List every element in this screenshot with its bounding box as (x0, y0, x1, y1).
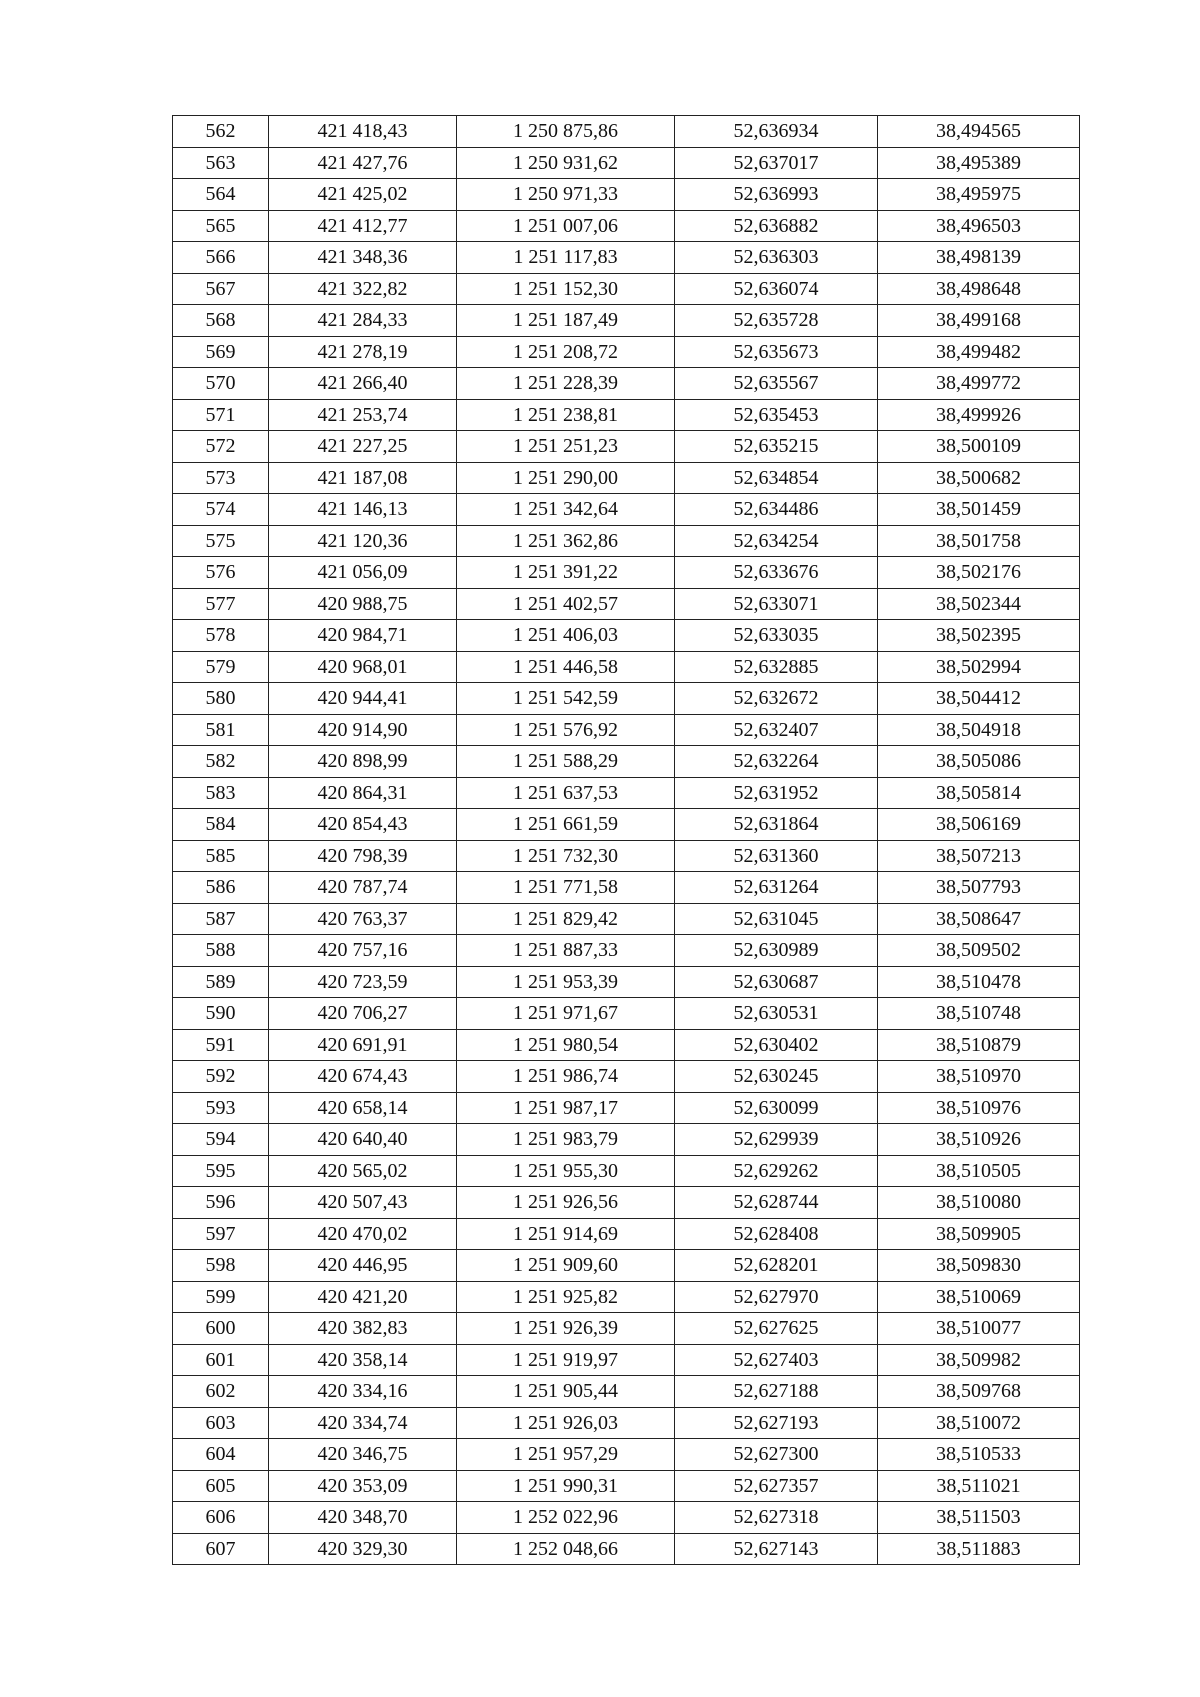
point-number-cell: 605 (173, 1470, 269, 1502)
latitude-cell: 52,634854 (675, 462, 878, 494)
longitude-cell: 38,511883 (878, 1533, 1080, 1565)
table-row (173, 1092, 1080, 1124)
longitude-cell: 38,510072 (878, 1407, 1080, 1439)
point-number-cell: 594 (173, 1124, 269, 1156)
table-row (173, 336, 1080, 368)
y-coordinate-cell: 1 251 342,64 (457, 494, 675, 526)
point-number-cell: 606 (173, 1502, 269, 1534)
longitude-cell: 38,502176 (878, 557, 1080, 589)
y-coordinate-cell: 1 251 446,58 (457, 651, 675, 683)
y-coordinate-cell: 1 251 925,82 (457, 1281, 675, 1313)
table-row (173, 368, 1080, 400)
latitude-cell: 52,632264 (675, 746, 878, 778)
longitude-cell: 38,499168 (878, 305, 1080, 337)
x-coordinate-cell: 420 348,70 (269, 1502, 457, 1534)
x-coordinate-cell: 421 253,74 (269, 399, 457, 431)
point-number-cell: 592 (173, 1061, 269, 1093)
longitude-cell: 38,509830 (878, 1250, 1080, 1282)
point-number-cell: 588 (173, 935, 269, 967)
latitude-cell: 52,633071 (675, 588, 878, 620)
table-row (173, 620, 1080, 652)
table-row (173, 935, 1080, 967)
y-coordinate-cell: 1 251 887,33 (457, 935, 675, 967)
longitude-cell: 38,500682 (878, 462, 1080, 494)
y-coordinate-cell: 1 251 238,81 (457, 399, 675, 431)
point-number-cell: 577 (173, 588, 269, 620)
longitude-cell: 38,509982 (878, 1344, 1080, 1376)
longitude-cell: 38,507213 (878, 840, 1080, 872)
x-coordinate-cell: 420 382,83 (269, 1313, 457, 1345)
point-number-cell: 580 (173, 683, 269, 715)
x-coordinate-cell: 421 322,82 (269, 273, 457, 305)
x-coordinate-cell: 420 446,95 (269, 1250, 457, 1282)
x-coordinate-cell: 420 470,02 (269, 1218, 457, 1250)
point-number-cell: 566 (173, 242, 269, 274)
y-coordinate-cell: 1 252 022,96 (457, 1502, 675, 1534)
y-coordinate-cell: 1 250 875,86 (457, 116, 675, 148)
x-coordinate-cell: 420 864,31 (269, 777, 457, 809)
latitude-cell: 52,630099 (675, 1092, 878, 1124)
point-number-cell: 602 (173, 1376, 269, 1408)
point-number-cell: 568 (173, 305, 269, 337)
latitude-cell: 52,635453 (675, 399, 878, 431)
x-coordinate-cell: 420 329,30 (269, 1533, 457, 1565)
y-coordinate-cell: 1 251 926,56 (457, 1187, 675, 1219)
x-coordinate-cell: 420 898,99 (269, 746, 457, 778)
longitude-cell: 38,498139 (878, 242, 1080, 274)
table-row (173, 1250, 1080, 1282)
y-coordinate-cell: 1 251 987,17 (457, 1092, 675, 1124)
longitude-cell: 38,510533 (878, 1439, 1080, 1471)
latitude-cell: 52,635673 (675, 336, 878, 368)
y-coordinate-cell: 1 251 187,49 (457, 305, 675, 337)
y-coordinate-cell: 1 250 931,62 (457, 147, 675, 179)
table-row (173, 588, 1080, 620)
y-coordinate-cell: 1 251 152,30 (457, 273, 675, 305)
y-coordinate-cell: 1 251 391,22 (457, 557, 675, 589)
point-number-cell: 576 (173, 557, 269, 589)
table-row (173, 1533, 1080, 1565)
point-number-cell: 596 (173, 1187, 269, 1219)
table-row (173, 1407, 1080, 1439)
y-coordinate-cell: 1 251 576,92 (457, 714, 675, 746)
x-coordinate-cell: 420 706,27 (269, 998, 457, 1030)
longitude-cell: 38,495389 (878, 147, 1080, 179)
longitude-cell: 38,505814 (878, 777, 1080, 809)
table-row (173, 1313, 1080, 1345)
x-coordinate-cell: 421 266,40 (269, 368, 457, 400)
y-coordinate-cell: 1 251 117,83 (457, 242, 675, 274)
table-row (173, 525, 1080, 557)
longitude-cell: 38,499926 (878, 399, 1080, 431)
x-coordinate-cell: 420 787,74 (269, 872, 457, 904)
longitude-cell: 38,501459 (878, 494, 1080, 526)
longitude-cell: 38,495975 (878, 179, 1080, 211)
longitude-cell: 38,510976 (878, 1092, 1080, 1124)
latitude-cell: 52,627143 (675, 1533, 878, 1565)
point-number-cell: 579 (173, 651, 269, 683)
point-number-cell: 565 (173, 210, 269, 242)
point-number-cell: 570 (173, 368, 269, 400)
x-coordinate-cell: 421 412,77 (269, 210, 457, 242)
longitude-cell: 38,510505 (878, 1155, 1080, 1187)
longitude-cell: 38,494565 (878, 116, 1080, 148)
longitude-cell: 38,510970 (878, 1061, 1080, 1093)
y-coordinate-cell: 1 251 971,67 (457, 998, 675, 1030)
point-number-cell: 585 (173, 840, 269, 872)
x-coordinate-cell: 420 798,39 (269, 840, 457, 872)
x-coordinate-cell: 420 914,90 (269, 714, 457, 746)
coordinates-table-body (173, 116, 1080, 1565)
longitude-cell: 38,506169 (878, 809, 1080, 841)
table-row (173, 431, 1080, 463)
latitude-cell: 52,630245 (675, 1061, 878, 1093)
point-number-cell: 573 (173, 462, 269, 494)
x-coordinate-cell: 420 723,59 (269, 966, 457, 998)
longitude-cell: 38,509905 (878, 1218, 1080, 1250)
x-coordinate-cell: 421 418,43 (269, 116, 457, 148)
y-coordinate-cell: 1 251 542,59 (457, 683, 675, 715)
x-coordinate-cell: 421 056,09 (269, 557, 457, 589)
longitude-cell: 38,510478 (878, 966, 1080, 998)
table-row (173, 1470, 1080, 1502)
y-coordinate-cell: 1 251 909,60 (457, 1250, 675, 1282)
y-coordinate-cell: 1 251 362,86 (457, 525, 675, 557)
point-number-cell: 604 (173, 1439, 269, 1471)
latitude-cell: 52,632407 (675, 714, 878, 746)
y-coordinate-cell: 1 251 007,06 (457, 210, 675, 242)
y-coordinate-cell: 1 251 955,30 (457, 1155, 675, 1187)
x-coordinate-cell: 421 187,08 (269, 462, 457, 494)
table-row (173, 777, 1080, 809)
longitude-cell: 38,509502 (878, 935, 1080, 967)
longitude-cell: 38,511503 (878, 1502, 1080, 1534)
table-row (173, 494, 1080, 526)
table-row (173, 116, 1080, 148)
table-row (173, 179, 1080, 211)
latitude-cell: 52,633676 (675, 557, 878, 589)
latitude-cell: 52,627193 (675, 1407, 878, 1439)
point-number-cell: 590 (173, 998, 269, 1030)
x-coordinate-cell: 420 691,91 (269, 1029, 457, 1061)
latitude-cell: 52,630402 (675, 1029, 878, 1061)
y-coordinate-cell: 1 251 829,42 (457, 903, 675, 935)
table-row (173, 1281, 1080, 1313)
latitude-cell: 52,636303 (675, 242, 878, 274)
table-row (173, 809, 1080, 841)
longitude-cell: 38,504918 (878, 714, 1080, 746)
table-row (173, 1155, 1080, 1187)
longitude-cell: 38,499482 (878, 336, 1080, 368)
point-number-cell: 589 (173, 966, 269, 998)
x-coordinate-cell: 420 353,09 (269, 1470, 457, 1502)
table-row (173, 651, 1080, 683)
x-coordinate-cell: 420 334,16 (269, 1376, 457, 1408)
longitude-cell: 38,510077 (878, 1313, 1080, 1345)
point-number-cell: 600 (173, 1313, 269, 1345)
latitude-cell: 52,627625 (675, 1313, 878, 1345)
latitude-cell: 52,627403 (675, 1344, 878, 1376)
point-number-cell: 584 (173, 809, 269, 841)
longitude-cell: 38,510069 (878, 1281, 1080, 1313)
point-number-cell: 587 (173, 903, 269, 935)
latitude-cell: 52,632672 (675, 683, 878, 715)
x-coordinate-cell: 421 227,25 (269, 431, 457, 463)
latitude-cell: 52,637017 (675, 147, 878, 179)
longitude-cell: 38,502994 (878, 651, 1080, 683)
longitude-cell: 38,498648 (878, 273, 1080, 305)
longitude-cell: 38,502395 (878, 620, 1080, 652)
y-coordinate-cell: 1 251 771,58 (457, 872, 675, 904)
point-number-cell: 562 (173, 116, 269, 148)
point-number-cell: 564 (173, 179, 269, 211)
latitude-cell: 52,636993 (675, 179, 878, 211)
x-coordinate-cell: 421 146,13 (269, 494, 457, 526)
x-coordinate-cell: 420 358,14 (269, 1344, 457, 1376)
y-coordinate-cell: 1 251 406,03 (457, 620, 675, 652)
latitude-cell: 52,634254 (675, 525, 878, 557)
point-number-cell: 578 (173, 620, 269, 652)
table-row (173, 273, 1080, 305)
table-row (173, 840, 1080, 872)
longitude-cell: 38,509768 (878, 1376, 1080, 1408)
longitude-cell: 38,502344 (878, 588, 1080, 620)
latitude-cell: 52,635215 (675, 431, 878, 463)
latitude-cell: 52,629939 (675, 1124, 878, 1156)
latitude-cell: 52,635567 (675, 368, 878, 400)
x-coordinate-cell: 420 757,16 (269, 935, 457, 967)
table-row (173, 1502, 1080, 1534)
y-coordinate-cell: 1 251 588,29 (457, 746, 675, 778)
longitude-cell: 38,501758 (878, 525, 1080, 557)
y-coordinate-cell: 1 251 251,23 (457, 431, 675, 463)
table-row (173, 1187, 1080, 1219)
table-row (173, 714, 1080, 746)
x-coordinate-cell: 420 565,02 (269, 1155, 457, 1187)
latitude-cell: 52,627357 (675, 1470, 878, 1502)
point-number-cell: 598 (173, 1250, 269, 1282)
x-coordinate-cell: 420 988,75 (269, 588, 457, 620)
longitude-cell: 38,496503 (878, 210, 1080, 242)
point-number-cell: 583 (173, 777, 269, 809)
longitude-cell: 38,510080 (878, 1187, 1080, 1219)
table-row (173, 462, 1080, 494)
point-number-cell: 591 (173, 1029, 269, 1061)
latitude-cell: 52,636934 (675, 116, 878, 148)
table-row (173, 147, 1080, 179)
latitude-cell: 52,628408 (675, 1218, 878, 1250)
latitude-cell: 52,630687 (675, 966, 878, 998)
x-coordinate-cell: 421 120,36 (269, 525, 457, 557)
x-coordinate-cell: 420 640,40 (269, 1124, 457, 1156)
table-row (173, 557, 1080, 589)
longitude-cell: 38,504412 (878, 683, 1080, 715)
x-coordinate-cell: 421 427,76 (269, 147, 457, 179)
latitude-cell: 52,636074 (675, 273, 878, 305)
latitude-cell: 52,629262 (675, 1155, 878, 1187)
latitude-cell: 52,630989 (675, 935, 878, 967)
x-coordinate-cell: 420 854,43 (269, 809, 457, 841)
latitude-cell: 52,631045 (675, 903, 878, 935)
point-number-cell: 597 (173, 1218, 269, 1250)
longitude-cell: 38,507793 (878, 872, 1080, 904)
longitude-cell: 38,510748 (878, 998, 1080, 1030)
x-coordinate-cell: 420 944,41 (269, 683, 457, 715)
point-number-cell: 607 (173, 1533, 269, 1565)
table-row (173, 242, 1080, 274)
longitude-cell: 38,505086 (878, 746, 1080, 778)
point-number-cell: 569 (173, 336, 269, 368)
table-row (173, 1376, 1080, 1408)
table-row (173, 1344, 1080, 1376)
y-coordinate-cell: 1 251 980,54 (457, 1029, 675, 1061)
table-row (173, 1029, 1080, 1061)
table-row (173, 998, 1080, 1030)
table-row (173, 1439, 1080, 1471)
point-number-cell: 581 (173, 714, 269, 746)
table-row (173, 683, 1080, 715)
x-coordinate-cell: 421 425,02 (269, 179, 457, 211)
point-number-cell: 586 (173, 872, 269, 904)
y-coordinate-cell: 1 250 971,33 (457, 179, 675, 211)
x-coordinate-cell: 421 278,19 (269, 336, 457, 368)
point-number-cell: 582 (173, 746, 269, 778)
latitude-cell: 52,631952 (675, 777, 878, 809)
table-row (173, 399, 1080, 431)
table-row (173, 210, 1080, 242)
latitude-cell: 52,627188 (675, 1376, 878, 1408)
y-coordinate-cell: 1 251 637,53 (457, 777, 675, 809)
x-coordinate-cell: 420 658,14 (269, 1092, 457, 1124)
table-row (173, 305, 1080, 337)
latitude-cell: 52,634486 (675, 494, 878, 526)
point-number-cell: 603 (173, 1407, 269, 1439)
table-row (173, 872, 1080, 904)
point-number-cell: 563 (173, 147, 269, 179)
latitude-cell: 52,628201 (675, 1250, 878, 1282)
latitude-cell: 52,635728 (675, 305, 878, 337)
y-coordinate-cell: 1 251 957,29 (457, 1439, 675, 1471)
y-coordinate-cell: 1 251 926,39 (457, 1313, 675, 1345)
x-coordinate-cell: 420 968,01 (269, 651, 457, 683)
x-coordinate-cell: 420 674,43 (269, 1061, 457, 1093)
x-coordinate-cell: 420 763,37 (269, 903, 457, 935)
latitude-cell: 52,627300 (675, 1439, 878, 1471)
point-number-cell: 574 (173, 494, 269, 526)
latitude-cell: 52,631360 (675, 840, 878, 872)
y-coordinate-cell: 1 251 402,57 (457, 588, 675, 620)
longitude-cell: 38,511021 (878, 1470, 1080, 1502)
point-number-cell: 595 (173, 1155, 269, 1187)
point-number-cell: 575 (173, 525, 269, 557)
y-coordinate-cell: 1 251 919,97 (457, 1344, 675, 1376)
point-number-cell: 572 (173, 431, 269, 463)
point-number-cell: 599 (173, 1281, 269, 1313)
y-coordinate-cell: 1 251 926,03 (457, 1407, 675, 1439)
x-coordinate-cell: 421 348,36 (269, 242, 457, 274)
table-row (173, 903, 1080, 935)
longitude-cell: 38,500109 (878, 431, 1080, 463)
y-coordinate-cell: 1 251 732,30 (457, 840, 675, 872)
x-coordinate-cell: 420 507,43 (269, 1187, 457, 1219)
longitude-cell: 38,499772 (878, 368, 1080, 400)
longitude-cell: 38,510879 (878, 1029, 1080, 1061)
point-number-cell: 593 (173, 1092, 269, 1124)
x-coordinate-cell: 420 421,20 (269, 1281, 457, 1313)
y-coordinate-cell: 1 251 290,00 (457, 462, 675, 494)
table-row (173, 966, 1080, 998)
latitude-cell: 52,627318 (675, 1502, 878, 1534)
latitude-cell: 52,636882 (675, 210, 878, 242)
y-coordinate-cell: 1 251 914,69 (457, 1218, 675, 1250)
latitude-cell: 52,630531 (675, 998, 878, 1030)
latitude-cell: 52,631264 (675, 872, 878, 904)
y-coordinate-cell: 1 251 990,31 (457, 1470, 675, 1502)
longitude-cell: 38,510926 (878, 1124, 1080, 1156)
longitude-cell: 38,508647 (878, 903, 1080, 935)
table-row (173, 1218, 1080, 1250)
latitude-cell: 52,631864 (675, 809, 878, 841)
table-row (173, 1061, 1080, 1093)
y-coordinate-cell: 1 251 208,72 (457, 336, 675, 368)
table-row (173, 1124, 1080, 1156)
x-coordinate-cell: 420 984,71 (269, 620, 457, 652)
point-number-cell: 567 (173, 273, 269, 305)
y-coordinate-cell: 1 251 228,39 (457, 368, 675, 400)
x-coordinate-cell: 421 284,33 (269, 305, 457, 337)
latitude-cell: 52,628744 (675, 1187, 878, 1219)
point-number-cell: 571 (173, 399, 269, 431)
coordinates-table (172, 115, 1080, 1565)
y-coordinate-cell: 1 251 953,39 (457, 966, 675, 998)
latitude-cell: 52,627970 (675, 1281, 878, 1313)
y-coordinate-cell: 1 251 661,59 (457, 809, 675, 841)
point-number-cell: 601 (173, 1344, 269, 1376)
latitude-cell: 52,633035 (675, 620, 878, 652)
y-coordinate-cell: 1 251 905,44 (457, 1376, 675, 1408)
x-coordinate-cell: 420 346,75 (269, 1439, 457, 1471)
y-coordinate-cell: 1 251 983,79 (457, 1124, 675, 1156)
y-coordinate-cell: 1 252 048,66 (457, 1533, 675, 1565)
x-coordinate-cell: 420 334,74 (269, 1407, 457, 1439)
latitude-cell: 52,632885 (675, 651, 878, 683)
table-row (173, 746, 1080, 778)
y-coordinate-cell: 1 251 986,74 (457, 1061, 675, 1093)
